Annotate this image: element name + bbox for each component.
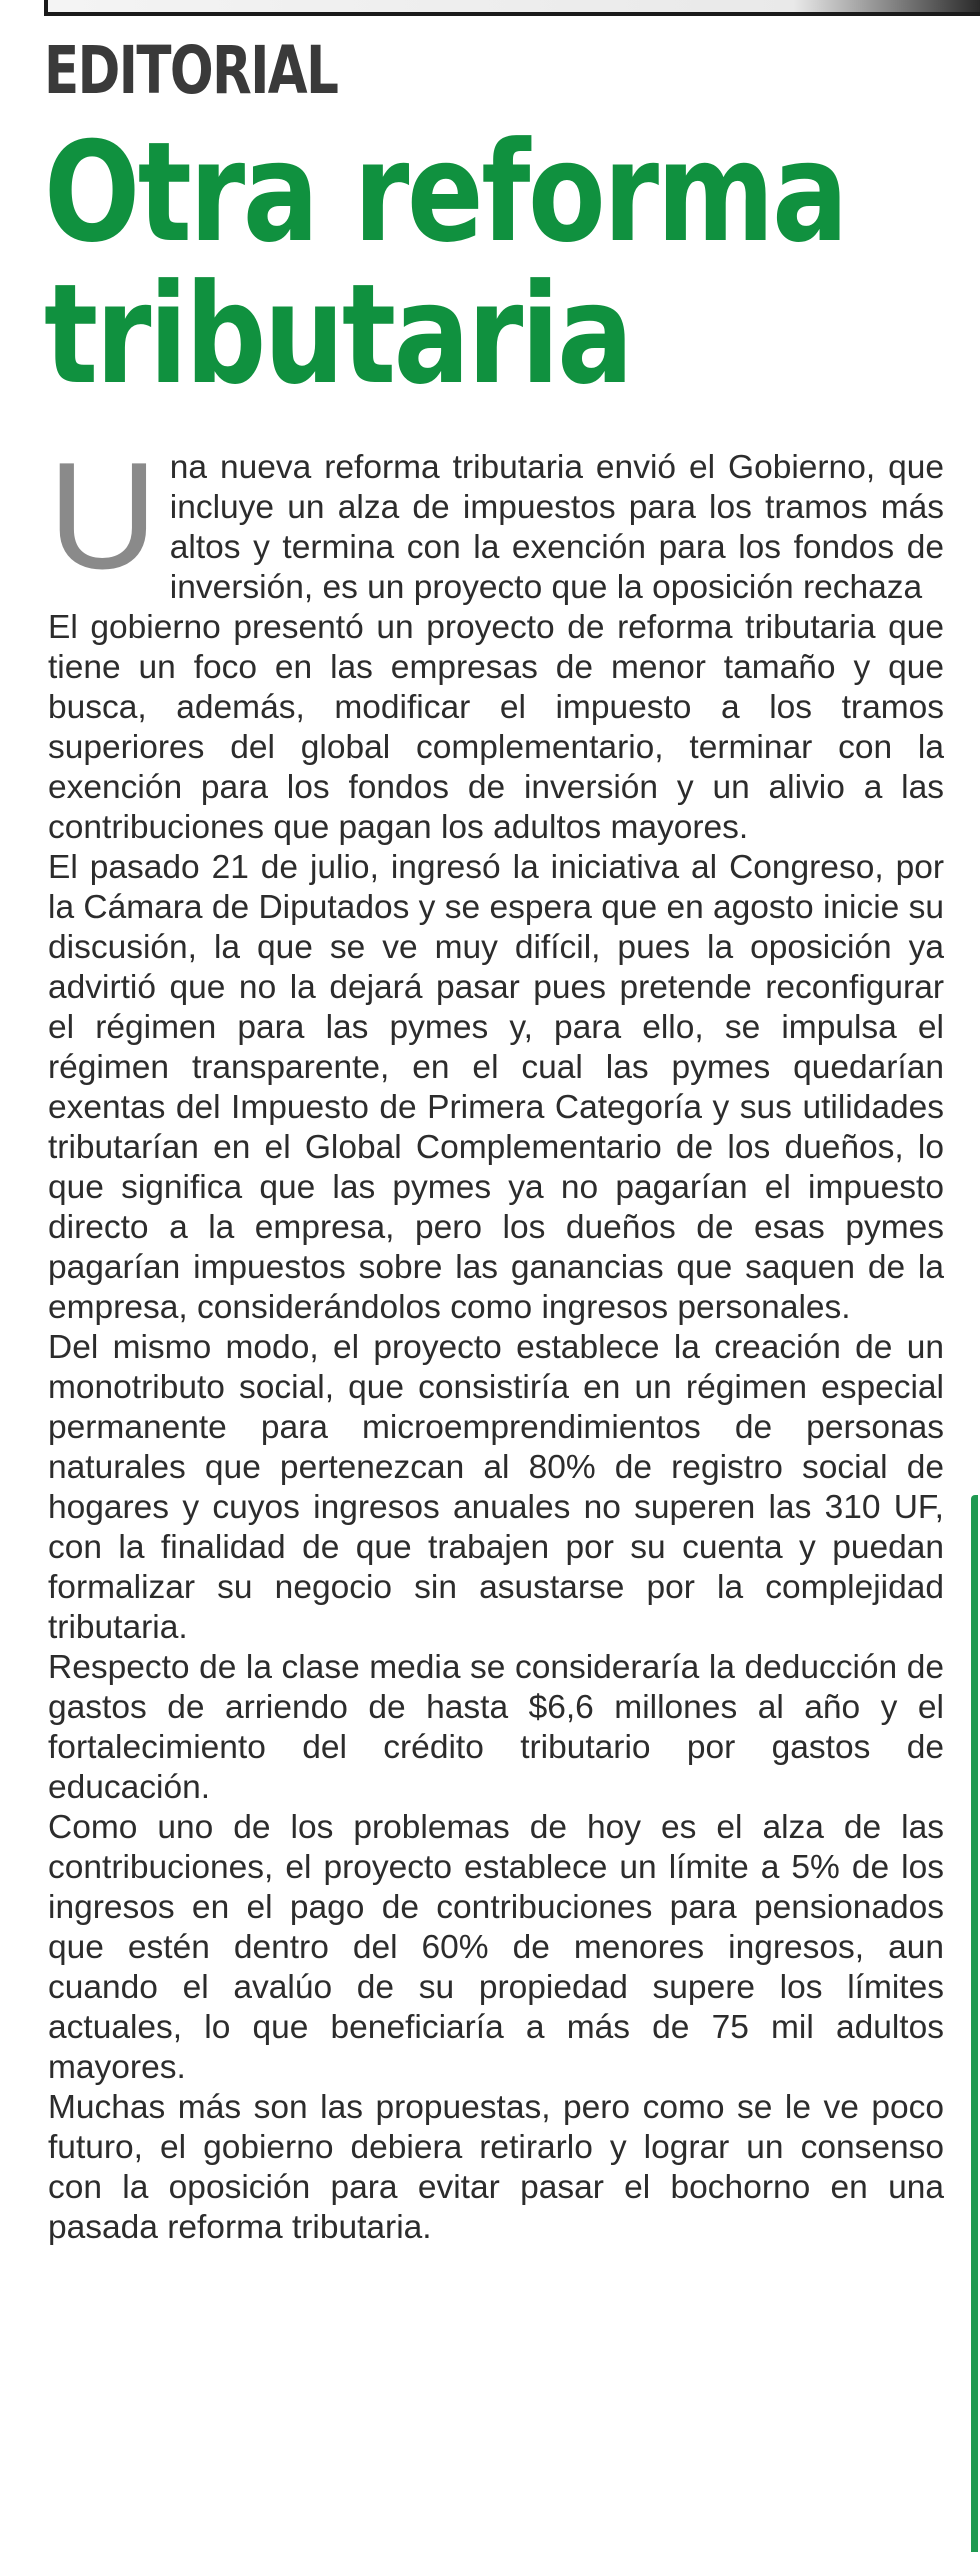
paragraph-6: Muchas más son las propuestas, pero como se le ve poco futuro, el gobierno debiera retirarlo y lograr un consenso con la oposición para evitar pasar el bochorno en una pasada reforma tributaria.	[48, 2089, 944, 2246]
lead-paragraph	[48, 431, 944, 608]
paragraph-2: El pasado 21 de julio, ingresó la iniciativa al Congreso, por la Cámara de Diputados y se espera que en agosto inicie su discusión, la que se ve muy difícil, pues la oposición ya advirtió que no la dejará pasar pues pretende reconfigurar el régimen para las pymes y, para ello, se impulsa el régimen transparente, en el cual las pymes quedarían exentas del Impuesto de Primera Categoría y sus utilidades tributarían en el Global Complementario de los dueños, lo que significa que las pymes ya no pagarían el impuesto directo a la empresa, pero los dueños de esas pymes pagarían impuestos sobre las ganancias que saquen de la empresa, considerándolos como ingresos personales.	[48, 849, 944, 1326]
headline-line-2: tributaria	[44, 254, 632, 415]
headline-line-1: Otra reforma	[44, 112, 846, 273]
paragraph-1: El gobierno presentó un proyecto de reforma tributaria que tiene un foco en las empresas de menor tamaño y que busca, además, modificar el impuesto a los tramos superiores del global complementario, terminar con la exención para los fondos de inversión y un alivio a las contribuciones que pagan los adultos mayores.	[48, 609, 944, 846]
lead-text: na nueva reforma tributaria envió el Gobierno, que incluye un alza de impuestos para los tramos más altos y termina con la exención para los fondos de inversión, es un proyecto que la oposición rechaza	[169, 449, 944, 606]
paragraph-4: Respecto de la clase media se consideraría la deducción de gastos de arriendo de hasta $6,6 millones al año y el fortalecimiento del crédito tributario por gastos de educación.	[48, 1649, 944, 1806]
top-border-strip	[44, 0, 980, 16]
green-margin-rule	[971, 1495, 978, 2552]
article-body	[48, 431, 944, 2248]
headline	[44, 112, 846, 415]
paragraph-3: Del mismo modo, el proyecto establece la creación de un monotributo social, que consistiría en un régimen especial permanente para microemprendimientos de personas naturales que pertenezcan al 80% de registro social de hogares y cuyos ingresos anuales no superen las 310 UF, con la finalidad de que trabajen por su cuenta y puedan formalizar su negocio sin asustarse por la complejidad tributaria.	[48, 1329, 944, 1646]
section-label: EDITORIAL	[44, 32, 338, 109]
paragraph-5: Como uno de los problemas de hoy es el alza de las contribuciones, el proyecto establece un límite a 5% de los ingresos en el pago de contribuciones para pensionados que estén dentro del 60% de menores ingresos, aun cuando el avalúo de su propiedad supere los límites actuales, lo que beneficiaría a más de 75 mil adultos mayores.	[48, 1809, 944, 2086]
drop-cap: U	[48, 431, 158, 601]
